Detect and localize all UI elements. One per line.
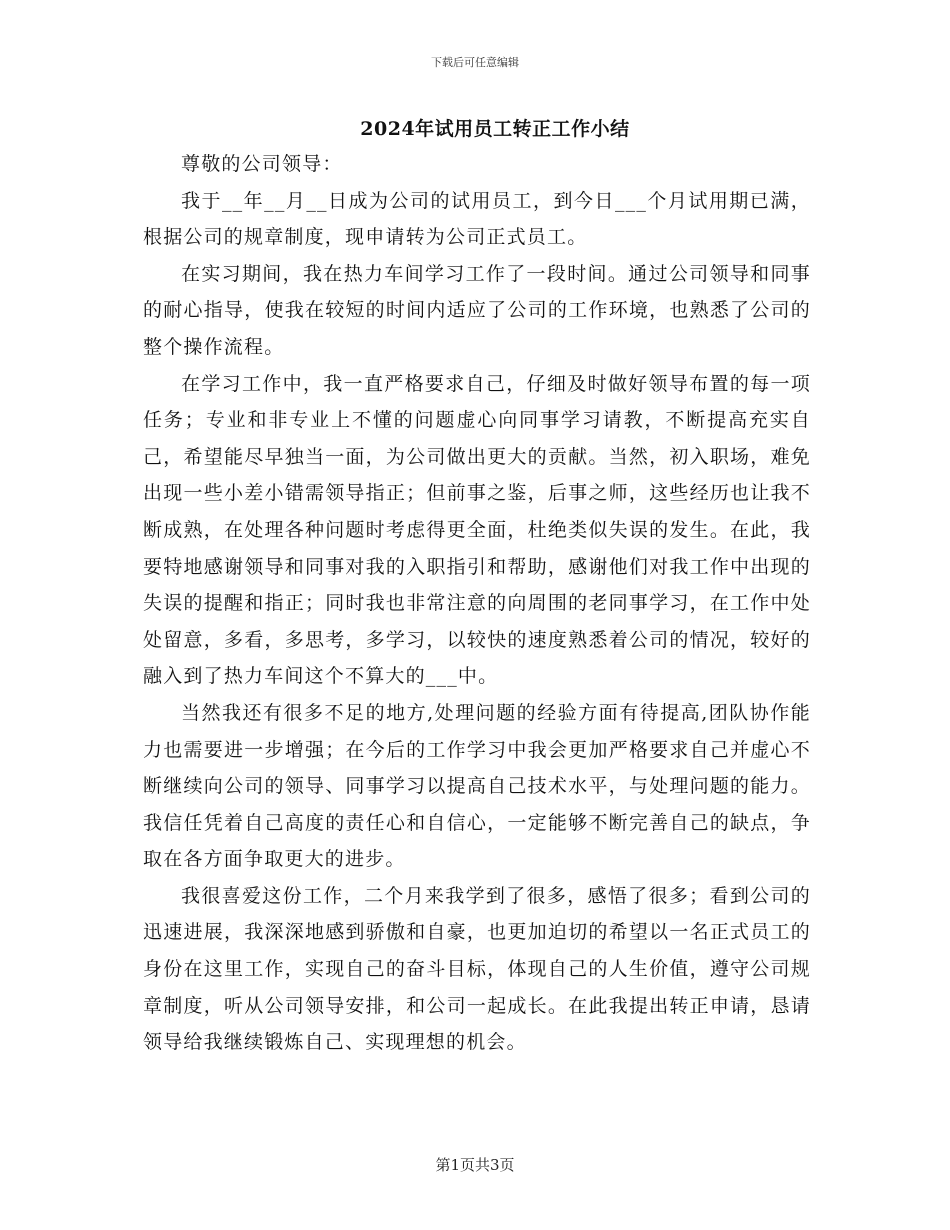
paragraph-3: 在学习工作中，我一直严格要求自己，仔细及时做好领导布置的每一项任务；专业和非专业上不懂的问题虚心向同事学习请教，不断提高充实自己，希望能尽早独当一面，为公司做出更大的贡献。当然，初入职场，难免出现一些小差小错需领导指正；但前事之鉴，后事之师，这些经历也让我不断成熟，在处理各种问题时考虑得更全面，杜绝类似失误的发生。在此，我要特地感谢领导和同事对我的入职指引和帮助，感谢他们对我工作中出现的失误的提醒和指正；同时我也非常注意的向周围的老同事学习，在工作中处处留意，多看，多思考，多学习，以较快的速度熟悉着公司的情况，较好的融入到了热力车间这个不算大的___中。 [143,372,811,688]
paragraph-2: 在实习期间，我在热力车间学习工作了一段时间。通过公司领导和同事的耐心指导，使我在较短的时间内适应了公司的工作环境，也熟悉了公司的整个操作流程。 [143,262,811,358]
header-note: 下载后可任意编辑 [431,56,519,69]
page-indicator: 第1页共3页 [435,1156,515,1174]
document-title: 2024年试用员工转正工作小结 [360,118,630,140]
paragraph-5: 我很喜爱这份工作，二个月来我学到了很多，感悟了很多；看到公司的迅速进展，我深深地感到骄傲和自豪，也更加迫切的希望以一名正式员工的身份在这里工作，实现自己的奋斗目标，体现自己的人生价值，遵守公司规章制度，听从公司领导安排，和公司一起成长。在此我提出转正申请，恳请领导给我继续锻炼自己、实现理想的机会。 [143,884,811,1054]
paragraph-4: 当然我还有很多不足的地方,处理问题的经验方面有待提高,团队协作能力也需要进一步增强；在今后的工作学习中我会更加严格要求自己并虚心不断继续向公司的领导、同事学习以提高自己技术水平，与处理问题的能力。我信任凭着自己高度的责任心和自信心，一定能够不断完善自己的缺点，争取在各方面争取更大的进步。 [143,701,811,871]
paragraph-1: 我于__年__月__日成为公司的试用员工，到今日___个月试用期已满，根据公司的规章制度，现申请转为公司正式员工。 [143,189,811,249]
document-body [143,146,811,1061]
salutation: 尊敬的公司领导： [181,153,343,175]
